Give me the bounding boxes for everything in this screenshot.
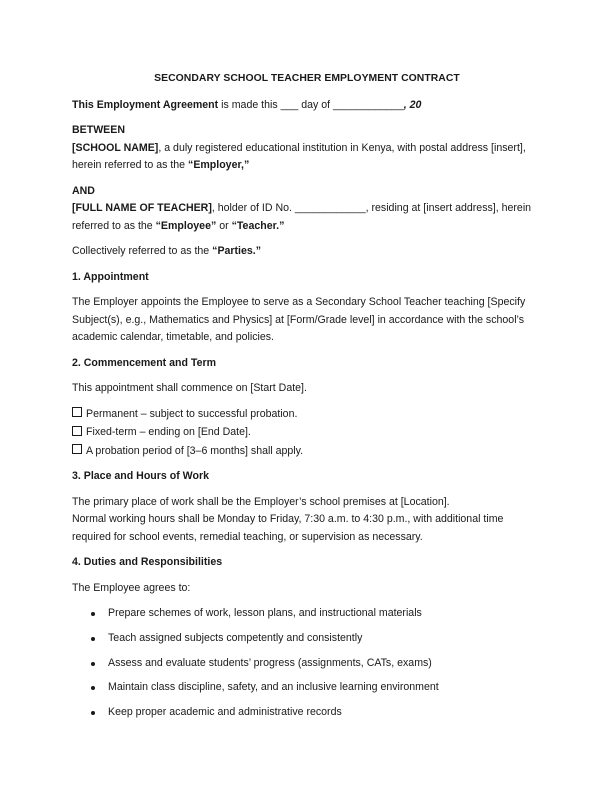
intro-paragraph <box>72 97 542 115</box>
duty-text: Assess and evaluate students’ progress (assignments, CATs, exams) <box>108 656 432 669</box>
place-heading: 3. Place and Hours of Work <box>72 470 209 482</box>
bullet-icon <box>91 637 95 641</box>
term-option-probation[interactable] <box>72 443 542 461</box>
employee-text: , holder of ID No. ____________, residing at [insert address], herein referred to as the <box>72 202 532 232</box>
employer-paragraph <box>72 140 542 175</box>
list-item <box>72 679 542 697</box>
employer-role: “Employer,” <box>188 159 250 171</box>
bullet-icon <box>91 711 95 715</box>
duty-text: Prepare schemes of work, lesson plans, and instructional materials <box>108 607 422 619</box>
document-title: SECONDARY SCHOOL TEACHER EMPLOYMENT CONTRACT <box>154 73 460 84</box>
duties-list <box>72 605 542 722</box>
duty-text: Maintain class discipline, safety, and an inclusive learning environment <box>108 681 439 694</box>
employee-paragraph <box>72 200 542 235</box>
collective-text: Collectively referred to as the <box>72 245 213 257</box>
document-page <box>72 70 542 729</box>
bullet-icon <box>91 686 95 690</box>
list-item <box>72 630 542 648</box>
list-item <box>72 655 542 673</box>
term-option-label: Fixed-term – ending on [End Date]. <box>86 426 251 438</box>
term-option-fixed[interactable] <box>72 424 542 442</box>
place-line-2: Normal working hours shall be Monday to Friday, 7:30 a.m. to 4:30 p.m., with additional time required for school events, remedial teaching, or supervision as necessary. <box>72 513 504 543</box>
between-label: BETWEEN <box>72 124 125 136</box>
bullet-icon <box>91 612 95 616</box>
bullet-icon <box>91 662 95 666</box>
checkbox-icon[interactable] <box>72 407 82 417</box>
list-item <box>72 704 542 722</box>
commencement-heading: 2. Commencement and Term <box>72 356 217 369</box>
intro-text: is made this ___ day of ____________ <box>218 98 404 111</box>
employer-text: , a duly registered educational institution in Kenya, with postal address [insert], herein referred to as the <box>72 141 526 171</box>
list-item <box>72 605 542 623</box>
duty-text: Teach assigned subjects competently and consistently <box>108 631 363 644</box>
duty-text: Keep proper academic and administrative records <box>108 706 342 719</box>
employee-role: “Employee” <box>155 219 217 232</box>
school-name: [SCHOOL NAME] <box>72 141 159 154</box>
teacher-name: [FULL NAME OF TEACHER] <box>72 202 212 214</box>
collective-paragraph <box>72 243 542 261</box>
checkbox-icon[interactable] <box>72 444 82 454</box>
place-body <box>72 494 542 547</box>
appointment-heading: 1. Appointment <box>72 270 149 283</box>
parties-term: “Parties.” <box>212 245 262 257</box>
intro-bold: This Employment Agreement <box>72 98 219 111</box>
term-option-permanent[interactable] <box>72 406 542 424</box>
teacher-role: “Teacher.” <box>231 219 285 232</box>
term-options <box>72 406 542 461</box>
employee-or: or <box>216 219 232 232</box>
intro-year: , 20 <box>403 98 422 111</box>
place-line-1: The primary place of work shall be the Employer’s school premises at [Location]. <box>72 495 450 508</box>
duties-intro: The Employee agrees to: <box>72 581 191 594</box>
term-option-label: Permanent – subject to successful probation. <box>86 407 298 420</box>
commencement-body: This appointment shall commence on [Start Date]. <box>72 382 307 394</box>
appointment-body: The Employer appoints the Employee to serve as a Secondary School Teacher teaching [Specify Subject(s), e.g., Mathematics and Physics] at [Form/Grade level] in accordance with the school’s academic calendar, timetable, and policies. <box>72 296 526 343</box>
and-label: AND <box>72 184 95 197</box>
term-option-label: A probation period of [3–6 months] shall apply. <box>86 444 304 457</box>
duties-heading: 4. Duties and Responsibilities <box>72 556 223 568</box>
checkbox-icon[interactable] <box>72 426 82 436</box>
